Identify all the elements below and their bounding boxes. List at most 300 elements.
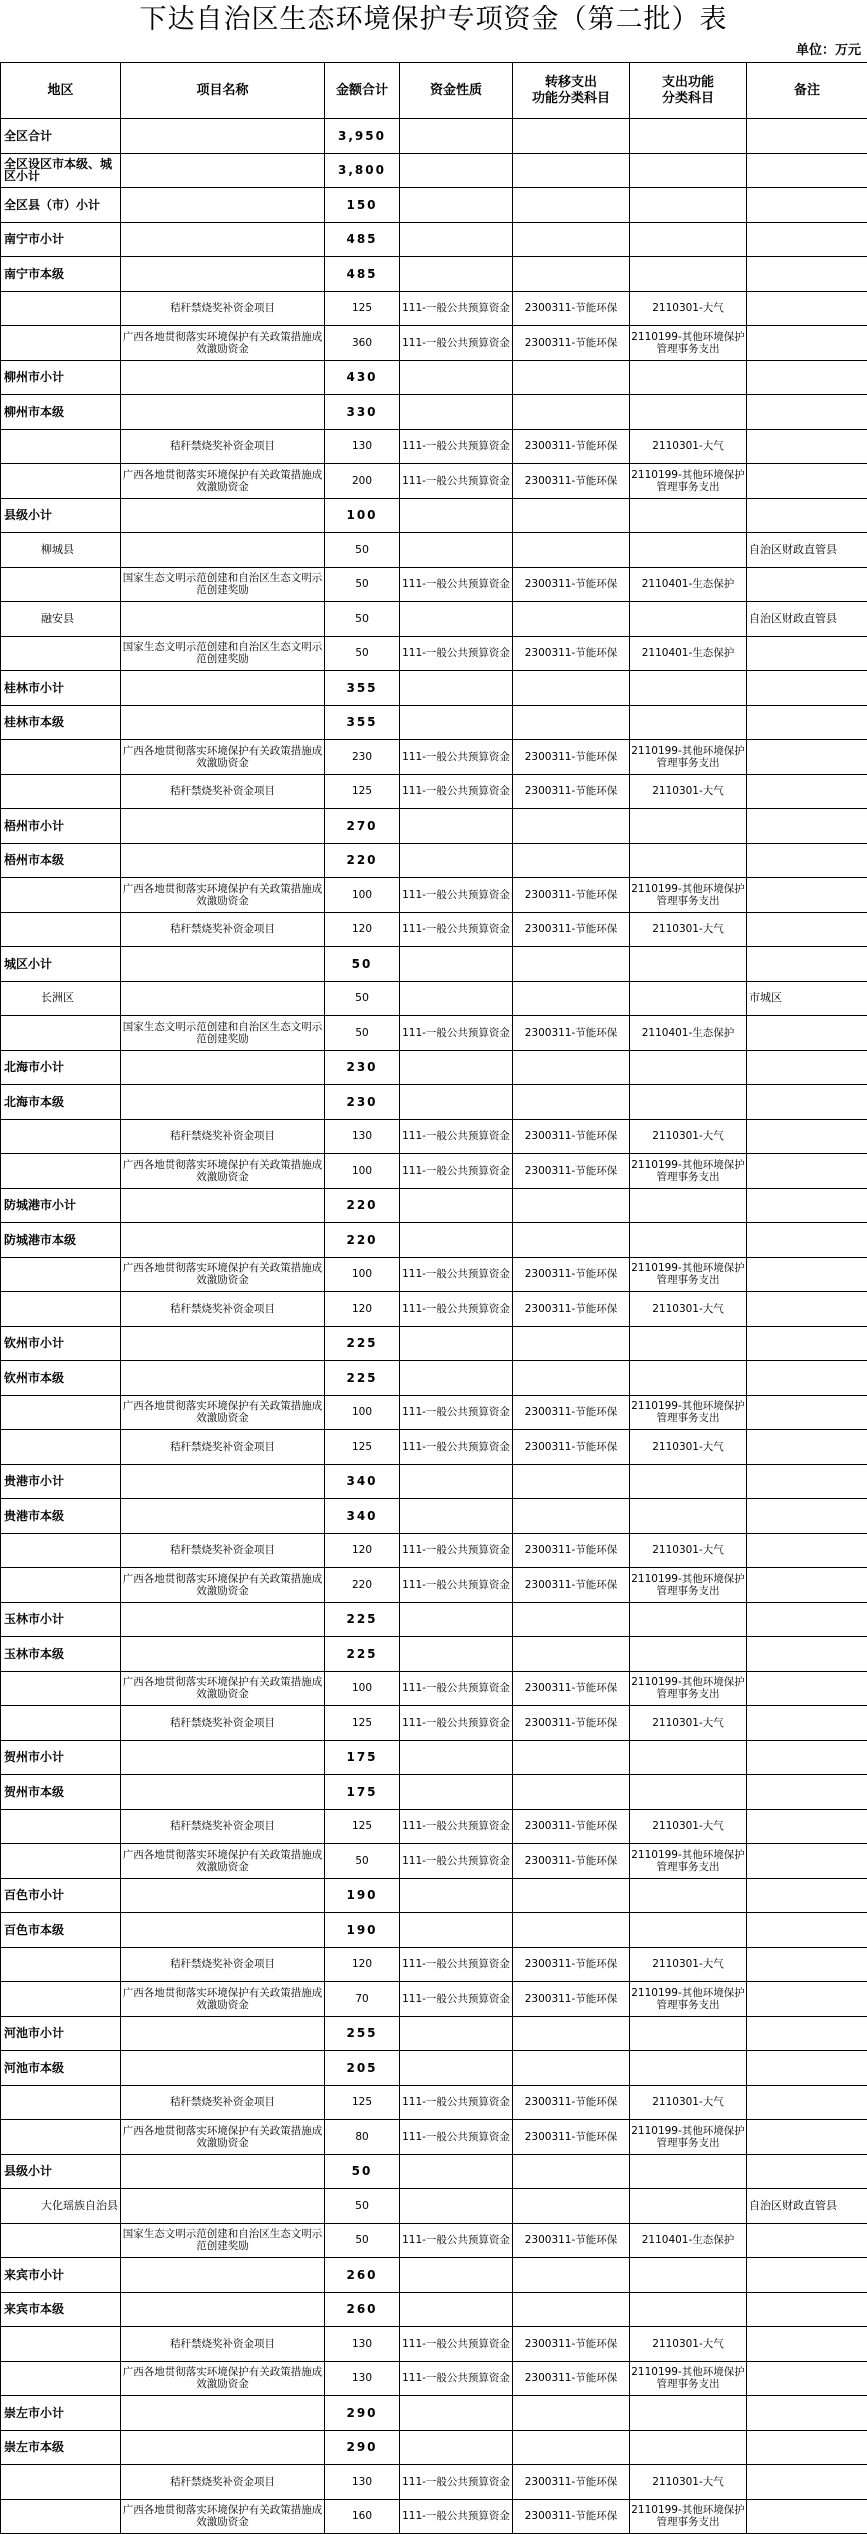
fund-nature-cell: 111-一般公共预算资金 — [400, 1947, 513, 1982]
fund-nature-cell — [400, 2154, 513, 2189]
function-category-cell — [630, 2258, 747, 2293]
region-cell: 南宁市本级 — [1, 257, 121, 292]
region-cell — [1, 1671, 121, 1706]
amount-cell: 130 — [325, 2361, 400, 2396]
fund-nature-cell: 111-一般公共预算资金 — [400, 2361, 513, 2396]
table-row — [1, 1637, 867, 1672]
table-row — [1, 1292, 867, 1327]
amount-cell: 230 — [325, 740, 400, 775]
project-cell: 广西各地贯彻落实环境保护有关政策措施成效激励资金 — [121, 740, 325, 775]
transfer-category-cell: 2300311-节能环保 — [513, 1982, 630, 2017]
project-cell — [121, 1464, 325, 1499]
note-cell: 自治区财政直管县 — [747, 2189, 867, 2224]
project-cell: 秸秆禁烧奖补资金项目 — [121, 1430, 325, 1465]
transfer-category-cell: 2300311-节能环保 — [513, 2465, 630, 2500]
region-cell — [1, 878, 121, 913]
transfer-category-cell: 2300311-节能环保 — [513, 429, 630, 464]
fund-nature-cell — [400, 1326, 513, 1361]
table-row — [1, 1878, 867, 1913]
table-row — [1, 222, 867, 257]
transfer-category-cell: 2300311-节能环保 — [513, 1947, 630, 1982]
note-cell — [747, 1878, 867, 1913]
fund-nature-cell: 111-一般公共预算资金 — [400, 1154, 513, 1189]
function-category-cell — [630, 671, 747, 706]
transfer-category-cell: 2300311-节能环保 — [513, 1844, 630, 1879]
amount-cell: 190 — [325, 1878, 400, 1913]
project-cell — [121, 2154, 325, 2189]
region-cell — [1, 1533, 121, 1568]
function-category-cell — [630, 1361, 747, 1396]
function-category-cell: 2110199-其他环境保护管理事务支出 — [630, 1982, 747, 2017]
note-cell — [747, 1706, 867, 1741]
fund-nature-cell — [400, 1878, 513, 1913]
transfer-category-cell: 2300311-节能环保 — [513, 1119, 630, 1154]
fund-nature-cell: 111-一般公共预算资金 — [400, 1671, 513, 1706]
region-cell: 大化瑶族自治县 — [1, 2189, 121, 2224]
region-cell — [1, 1154, 121, 1189]
region-cell: 钦州市小计 — [1, 1326, 121, 1361]
project-cell: 国家生态文明示范创建和自治区生态文明示范创建奖励 — [121, 636, 325, 671]
fund-nature-cell: 111-一般公共预算资金 — [400, 2327, 513, 2362]
project-cell — [121, 1740, 325, 1775]
function-category-cell — [630, 2016, 747, 2051]
amount-cell: 430 — [325, 360, 400, 395]
note-cell — [747, 1085, 867, 1120]
note-cell — [747, 1361, 867, 1396]
table-row — [1, 2085, 867, 2120]
note-cell — [747, 2051, 867, 2086]
table-row — [1, 1706, 867, 1741]
function-category-cell — [630, 2292, 747, 2327]
note-cell — [747, 567, 867, 602]
project-cell: 广西各地贯彻落实环境保护有关政策措施成效激励资金 — [121, 1568, 325, 1603]
transfer-category-cell — [513, 843, 630, 878]
transfer-category-cell: 2300311-节能环保 — [513, 2361, 630, 2396]
transfer-category-cell — [513, 2430, 630, 2465]
region-cell: 防城港市本级 — [1, 1223, 121, 1258]
amount-cell: 485 — [325, 222, 400, 257]
amount-cell: 355 — [325, 671, 400, 706]
note-cell — [747, 1533, 867, 1568]
amount-cell: 125 — [325, 774, 400, 809]
fund-nature-cell: 111-一般公共预算资金 — [400, 2223, 513, 2258]
amount-cell: 100 — [325, 498, 400, 533]
fund-nature-cell — [400, 153, 513, 188]
project-cell — [121, 153, 325, 188]
function-category-cell — [630, 1499, 747, 1534]
region-cell: 河池市小计 — [1, 2016, 121, 2051]
note-cell — [747, 1188, 867, 1223]
function-category-cell: 2110301-大气 — [630, 912, 747, 947]
function-category-cell: 2110401-生态保护 — [630, 1016, 747, 1051]
amount-cell: 175 — [325, 1740, 400, 1775]
table-row — [1, 1775, 867, 1810]
function-category-cell: 2110199-其他环境保护管理事务支出 — [630, 326, 747, 361]
amount-cell: 360 — [325, 326, 400, 361]
fund-nature-cell — [400, 1223, 513, 1258]
project-cell — [121, 1878, 325, 1913]
fund-nature-cell — [400, 2051, 513, 2086]
region-cell — [1, 464, 121, 499]
table-row — [1, 2223, 867, 2258]
function-category-cell — [630, 602, 747, 637]
note-cell — [747, 1844, 867, 1879]
amount-cell: 220 — [325, 1568, 400, 1603]
note-cell — [747, 498, 867, 533]
amount-cell: 130 — [325, 1119, 400, 1154]
project-cell: 国家生态文明示范创建和自治区生态文明示范创建奖励 — [121, 1016, 325, 1051]
amount-cell: 50 — [325, 636, 400, 671]
amount-cell: 290 — [325, 2396, 400, 2431]
region-cell: 融安县 — [1, 602, 121, 637]
table-row — [1, 1188, 867, 1223]
table-row — [1, 1602, 867, 1637]
function-category-cell — [630, 1913, 747, 1948]
table-row — [1, 2361, 867, 2396]
fund-nature-cell: 111-一般公共预算资金 — [400, 1016, 513, 1051]
table-row — [1, 429, 867, 464]
function-category-cell — [630, 153, 747, 188]
note-cell — [747, 1464, 867, 1499]
transfer-category-cell — [513, 671, 630, 706]
project-cell: 秸秆禁烧奖补资金项目 — [121, 1119, 325, 1154]
region-cell — [1, 567, 121, 602]
table-row — [1, 291, 867, 326]
table-row — [1, 1809, 867, 1844]
transfer-category-cell: 2300311-节能环保 — [513, 1671, 630, 1706]
region-cell: 南宁市小计 — [1, 222, 121, 257]
amount-cell: 100 — [325, 1154, 400, 1189]
fund-nature-cell — [400, 1740, 513, 1775]
function-category-cell — [630, 257, 747, 292]
table-row — [1, 1913, 867, 1948]
note-cell — [747, 429, 867, 464]
table-row — [1, 2016, 867, 2051]
fund-nature-cell: 111-一般公共预算资金 — [400, 878, 513, 913]
note-cell — [747, 257, 867, 292]
page-title: 下达自治区生态环境保护专项资金（第二批）表 — [0, 0, 867, 40]
fund-nature-cell: 111-一般公共预算资金 — [400, 429, 513, 464]
table-row — [1, 878, 867, 913]
table-row — [1, 981, 867, 1016]
fund-nature-cell — [400, 188, 513, 223]
amount-cell: 125 — [325, 1809, 400, 1844]
table-row — [1, 671, 867, 706]
function-category-cell — [630, 222, 747, 257]
table-row — [1, 567, 867, 602]
function-category-cell — [630, 2051, 747, 2086]
function-category-cell — [630, 498, 747, 533]
note-cell — [747, 188, 867, 223]
note-cell — [747, 878, 867, 913]
project-cell: 广西各地贯彻落实环境保护有关政策措施成效激励资金 — [121, 464, 325, 499]
fund-nature-cell — [400, 1499, 513, 1534]
table-row — [1, 2430, 867, 2465]
note-cell — [747, 1775, 867, 1810]
fund-nature-cell: 111-一般公共预算资金 — [400, 1430, 513, 1465]
project-cell — [121, 1326, 325, 1361]
region-cell: 崇左市本级 — [1, 2430, 121, 2465]
project-cell — [121, 1361, 325, 1396]
amount-cell: 100 — [325, 1395, 400, 1430]
fund-nature-cell — [400, 2430, 513, 2465]
region-cell — [1, 2120, 121, 2155]
table-header-row — [1, 63, 867, 119]
fund-nature-cell — [400, 2396, 513, 2431]
project-cell — [121, 981, 325, 1016]
note-cell — [747, 912, 867, 947]
transfer-category-cell — [513, 188, 630, 223]
region-cell: 贵港市本级 — [1, 1499, 121, 1534]
region-cell — [1, 1982, 121, 2017]
amount-cell: 50 — [325, 533, 400, 568]
fund-nature-cell: 111-一般公共预算资金 — [400, 774, 513, 809]
transfer-category-cell — [513, 533, 630, 568]
project-cell — [121, 1775, 325, 1810]
project-cell — [121, 947, 325, 982]
project-cell: 广西各地贯彻落实环境保护有关政策措施成效激励资金 — [121, 1671, 325, 1706]
transfer-category-cell — [513, 222, 630, 257]
function-category-cell: 2110199-其他环境保护管理事务支出 — [630, 1154, 747, 1189]
note-cell — [747, 2499, 867, 2534]
region-cell — [1, 2085, 121, 2120]
note-cell — [747, 1637, 867, 1672]
function-category-cell — [630, 1602, 747, 1637]
note-cell — [747, 1430, 867, 1465]
project-cell — [121, 1637, 325, 1672]
function-category-cell: 2110401-生态保护 — [630, 2223, 747, 2258]
note-cell — [747, 2361, 867, 2396]
project-cell: 秸秆禁烧奖补资金项目 — [121, 1809, 325, 1844]
transfer-category-cell — [513, 2396, 630, 2431]
note-cell — [747, 2430, 867, 2465]
table-row — [1, 395, 867, 430]
function-category-cell — [630, 1223, 747, 1258]
function-category-cell — [630, 1085, 747, 1120]
region-cell: 百色市本级 — [1, 1913, 121, 1948]
project-cell — [121, 1050, 325, 1085]
table-row — [1, 1361, 867, 1396]
transfer-category-cell: 2300311-节能环保 — [513, 1016, 630, 1051]
region-cell — [1, 1016, 121, 1051]
function-category-cell: 2110301-大气 — [630, 1947, 747, 1982]
note-cell — [747, 2327, 867, 2362]
function-category-cell — [630, 1775, 747, 1810]
project-cell — [121, 602, 325, 637]
transfer-category-cell — [513, 1637, 630, 1672]
region-cell — [1, 1257, 121, 1292]
fund-nature-cell — [400, 1464, 513, 1499]
note-cell — [747, 1671, 867, 1706]
fund-nature-cell: 111-一般公共预算资金 — [400, 567, 513, 602]
region-cell — [1, 1947, 121, 1982]
table-row — [1, 1395, 867, 1430]
function-category-cell: 2110199-其他环境保护管理事务支出 — [630, 1257, 747, 1292]
transfer-category-cell: 2300311-节能环保 — [513, 1395, 630, 1430]
region-cell: 钦州市本级 — [1, 1361, 121, 1396]
region-cell: 长洲区 — [1, 981, 121, 1016]
function-category-cell — [630, 2189, 747, 2224]
amount-cell: 190 — [325, 1913, 400, 1948]
region-cell — [1, 912, 121, 947]
function-category-cell: 2110199-其他环境保护管理事务支出 — [630, 740, 747, 775]
note-cell — [747, 636, 867, 671]
note-cell — [747, 1223, 867, 1258]
project-cell: 秸秆禁烧奖补资金项目 — [121, 1292, 325, 1327]
project-cell — [121, 257, 325, 292]
note-cell — [747, 1395, 867, 1430]
function-category-cell — [630, 2154, 747, 2189]
region-cell: 百色市小计 — [1, 1878, 121, 1913]
project-cell: 国家生态文明示范创建和自治区生态文明示范创建奖励 — [121, 2223, 325, 2258]
table-row — [1, 1154, 867, 1189]
note-cell — [747, 2154, 867, 2189]
transfer-category-cell — [513, 1361, 630, 1396]
amount-cell: 100 — [325, 1671, 400, 1706]
function-category-cell: 2110401-生态保护 — [630, 567, 747, 602]
region-cell — [1, 2361, 121, 2396]
region-cell: 县级小计 — [1, 498, 121, 533]
table-row — [1, 843, 867, 878]
table-row — [1, 774, 867, 809]
project-cell — [121, 2430, 325, 2465]
transfer-category-cell — [513, 2189, 630, 2224]
note-cell — [747, 2258, 867, 2293]
table-row — [1, 188, 867, 223]
amount-cell: 50 — [325, 2189, 400, 2224]
region-cell: 全区设区市本级、城区小计 — [1, 153, 121, 188]
project-cell: 广西各地贯彻落实环境保护有关政策措施成效激励资金 — [121, 1982, 325, 2017]
region-cell — [1, 1844, 121, 1879]
note-cell — [747, 1809, 867, 1844]
project-cell: 秸秆禁烧奖补资金项目 — [121, 912, 325, 947]
region-cell: 梧州市小计 — [1, 809, 121, 844]
header-region: 地区 — [1, 63, 121, 119]
fund-nature-cell: 111-一般公共预算资金 — [400, 326, 513, 361]
transfer-category-cell — [513, 2258, 630, 2293]
function-category-cell: 2110301-大气 — [630, 1809, 747, 1844]
project-cell: 秸秆禁烧奖补资金项目 — [121, 1533, 325, 1568]
transfer-category-cell: 2300311-节能环保 — [513, 464, 630, 499]
table-row — [1, 360, 867, 395]
note-cell — [747, 153, 867, 188]
table-row — [1, 2051, 867, 2086]
region-cell: 防城港市小计 — [1, 1188, 121, 1223]
project-cell — [121, 1223, 325, 1258]
table-row — [1, 1671, 867, 1706]
region-cell: 柳城县 — [1, 533, 121, 568]
transfer-category-cell: 2300311-节能环保 — [513, 878, 630, 913]
amount-cell: 225 — [325, 1326, 400, 1361]
fund-nature-cell: 111-一般公共预算资金 — [400, 2085, 513, 2120]
function-category-cell: 2110199-其他环境保护管理事务支出 — [630, 1395, 747, 1430]
transfer-category-cell — [513, 981, 630, 1016]
table-row — [1, 1326, 867, 1361]
table-row — [1, 1119, 867, 1154]
note-cell — [747, 291, 867, 326]
transfer-category-cell: 2300311-节能环保 — [513, 636, 630, 671]
note-cell — [747, 2120, 867, 2155]
header-amount: 金额合计 — [325, 63, 400, 119]
region-cell — [1, 291, 121, 326]
project-cell — [121, 809, 325, 844]
transfer-category-cell: 2300311-节能环保 — [513, 1568, 630, 1603]
amount-cell: 120 — [325, 1947, 400, 1982]
fund-nature-cell — [400, 2258, 513, 2293]
project-cell — [121, 2016, 325, 2051]
amount-cell: 225 — [325, 1361, 400, 1396]
transfer-category-cell: 2300311-节能环保 — [513, 2327, 630, 2362]
fund-nature-cell: 111-一般公共预算资金 — [400, 1533, 513, 1568]
region-cell: 北海市小计 — [1, 1050, 121, 1085]
region-cell: 桂林市本级 — [1, 705, 121, 740]
transfer-category-cell — [513, 1188, 630, 1223]
note-cell — [747, 809, 867, 844]
project-cell: 广西各地贯彻落实环境保护有关政策措施成效激励资金 — [121, 1395, 325, 1430]
table-row — [1, 602, 867, 637]
project-cell — [121, 188, 325, 223]
amount-cell: 220 — [325, 843, 400, 878]
fund-nature-cell: 111-一般公共预算资金 — [400, 1706, 513, 1741]
amount-cell: 225 — [325, 1637, 400, 1672]
table-row — [1, 498, 867, 533]
note-cell: 市城区 — [747, 981, 867, 1016]
note-cell — [747, 360, 867, 395]
function-category-cell — [630, 705, 747, 740]
amount-cell: 340 — [325, 1499, 400, 1534]
note-cell — [747, 464, 867, 499]
note-cell — [747, 1499, 867, 1534]
table-row — [1, 257, 867, 292]
transfer-category-cell: 2300311-节能环保 — [513, 1154, 630, 1189]
region-cell: 全区合计 — [1, 119, 121, 154]
note-cell — [747, 1257, 867, 1292]
note-cell — [747, 2396, 867, 2431]
amount-cell: 50 — [325, 947, 400, 982]
transfer-category-cell — [513, 1499, 630, 1534]
table-row — [1, 705, 867, 740]
function-category-cell: 2110301-大气 — [630, 2085, 747, 2120]
region-cell — [1, 774, 121, 809]
table-row — [1, 1050, 867, 1085]
note-cell — [747, 671, 867, 706]
fund-nature-cell — [400, 360, 513, 395]
note-cell: 自治区财政直管县 — [747, 602, 867, 637]
project-cell: 广西各地贯彻落实环境保护有关政策措施成效激励资金 — [121, 1257, 325, 1292]
function-category-cell: 2110301-大气 — [630, 2327, 747, 2362]
project-cell — [121, 498, 325, 533]
note-cell — [747, 395, 867, 430]
amount-cell: 175 — [325, 1775, 400, 1810]
project-cell — [121, 843, 325, 878]
project-cell: 国家生态文明示范创建和自治区生态文明示范创建奖励 — [121, 567, 325, 602]
project-cell — [121, 1188, 325, 1223]
fund-nature-cell — [400, 2189, 513, 2224]
table-row — [1, 1740, 867, 1775]
region-cell: 北海市本级 — [1, 1085, 121, 1120]
fund-nature-cell — [400, 1602, 513, 1637]
function-category-cell — [630, 533, 747, 568]
amount-cell: 130 — [325, 2327, 400, 2362]
function-category-cell: 2110199-其他环境保护管理事务支出 — [630, 878, 747, 913]
project-cell — [121, 2396, 325, 2431]
fund-nature-cell — [400, 981, 513, 1016]
project-cell: 广西各地贯彻落实环境保护有关政策措施成效激励资金 — [121, 878, 325, 913]
fund-nature-cell: 111-一般公共预算资金 — [400, 1292, 513, 1327]
table-row — [1, 464, 867, 499]
project-cell — [121, 671, 325, 706]
note-cell — [747, 326, 867, 361]
